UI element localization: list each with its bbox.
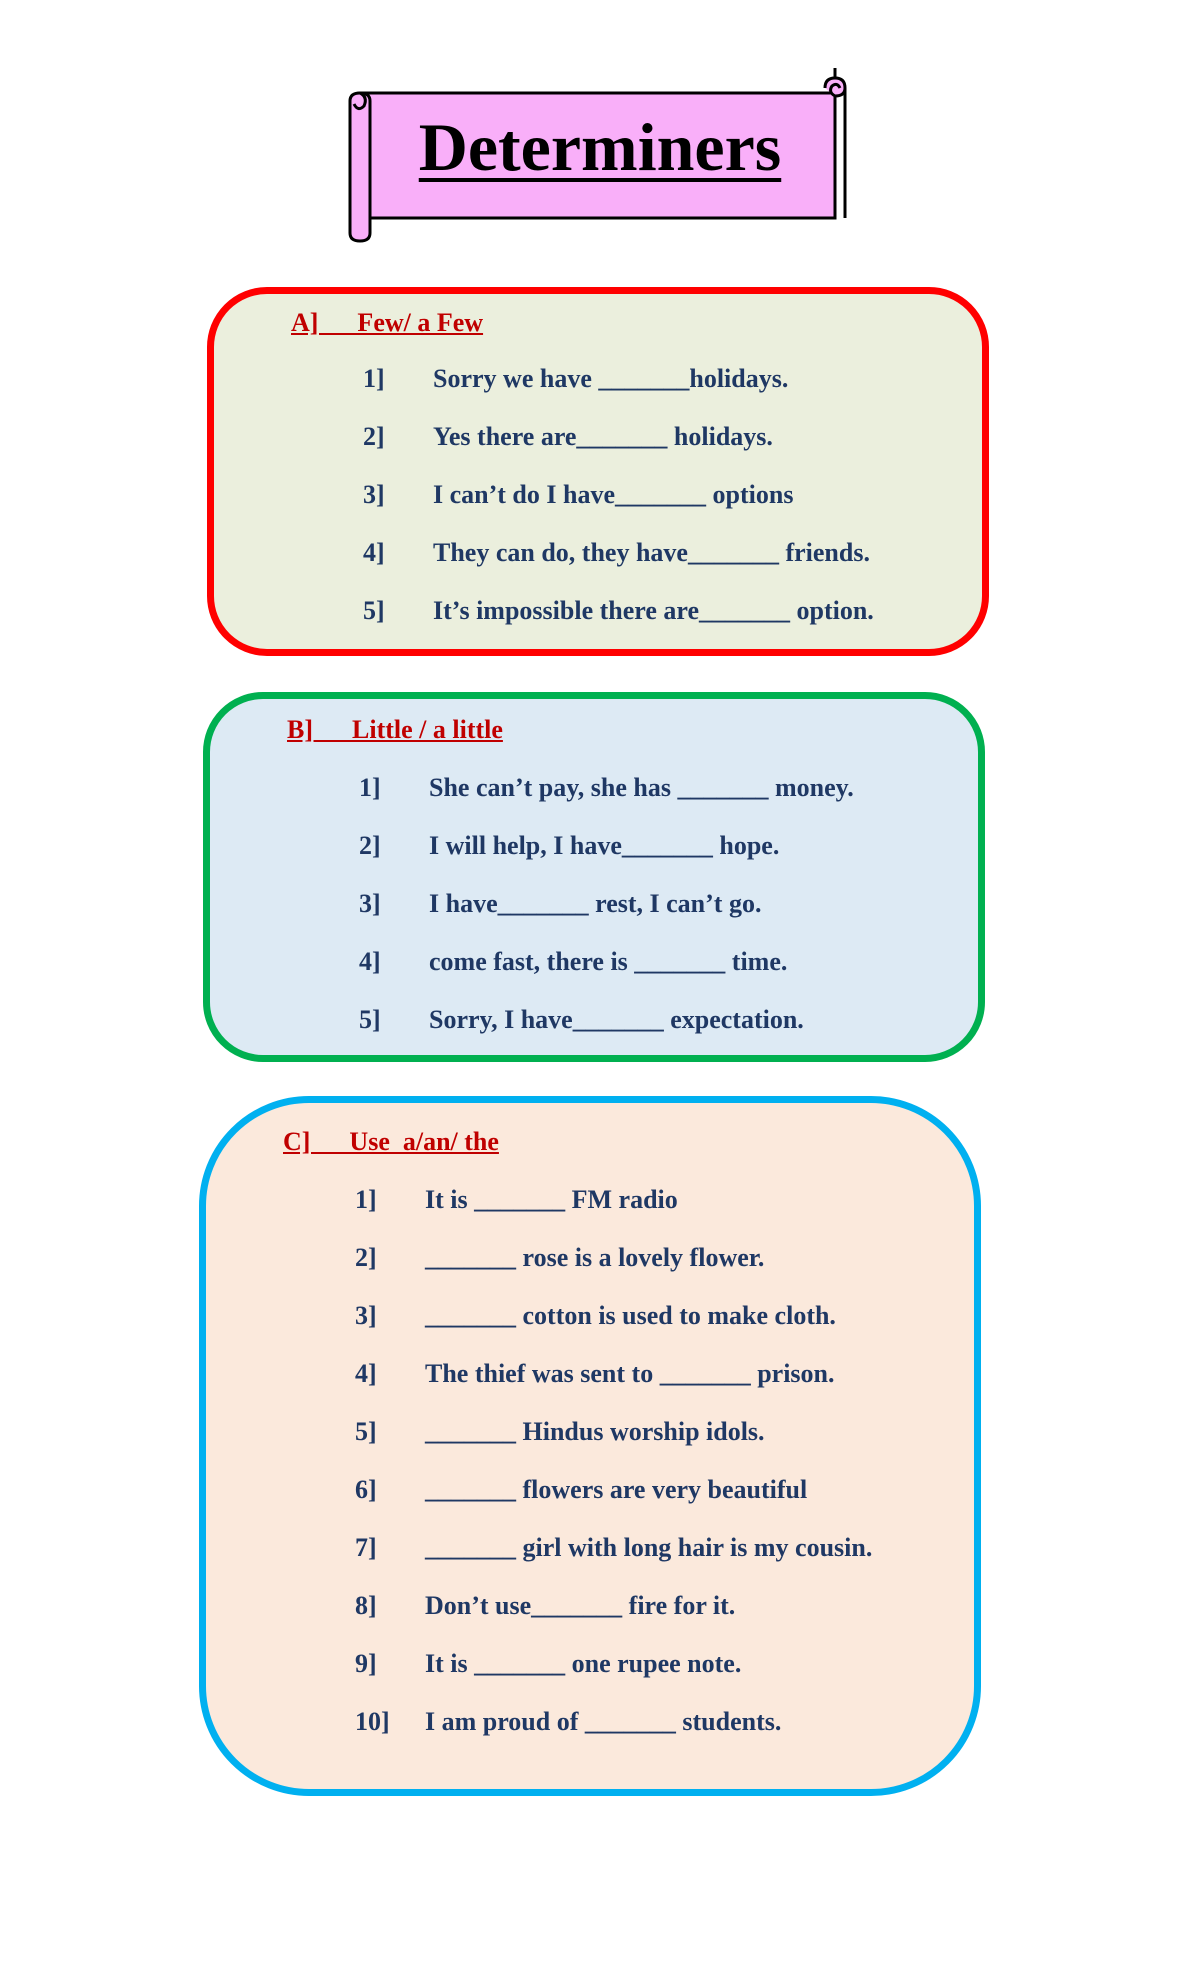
section-b-card bbox=[203, 692, 985, 1062]
section-c-question bbox=[206, 1185, 974, 1225]
question-number: 10] bbox=[355, 1707, 390, 1736]
question-number: 4] bbox=[363, 538, 385, 567]
question-text: _______ rose is a lovely flower. bbox=[425, 1243, 765, 1272]
scroll-left-curl bbox=[350, 93, 370, 241]
question-number: 4] bbox=[359, 947, 381, 976]
section-a-question bbox=[214, 596, 982, 636]
question-text: It’s impossible there are_______ option. bbox=[433, 596, 874, 625]
question-number: 4] bbox=[355, 1359, 377, 1388]
question-text: They can do, they have_______ friends. bbox=[433, 538, 870, 567]
section-b-title: B] Little / a little bbox=[287, 715, 503, 744]
section-c-question bbox=[206, 1475, 974, 1515]
question-text: Yes there are_______ holidays. bbox=[433, 422, 773, 451]
section-c-question bbox=[206, 1243, 974, 1283]
question-number: 2] bbox=[359, 831, 381, 860]
page-title: Determiners bbox=[418, 109, 782, 185]
section-b-question bbox=[210, 947, 978, 987]
question-number: 3] bbox=[359, 889, 381, 918]
question-number: 8] bbox=[355, 1591, 377, 1620]
question-text: I can’t do I have_______ options bbox=[433, 480, 794, 509]
question-number: 7] bbox=[355, 1533, 377, 1562]
question-number: 3] bbox=[363, 480, 385, 509]
section-c-question bbox=[206, 1533, 974, 1573]
question-text: _______ girl with long hair is my cousin. bbox=[425, 1533, 873, 1562]
section-c-question bbox=[206, 1591, 974, 1631]
question-text: _______ Hindus worship idols. bbox=[425, 1417, 765, 1446]
question-number: 3] bbox=[355, 1301, 377, 1330]
question-number: 1] bbox=[363, 364, 385, 393]
question-number: 5] bbox=[359, 1005, 381, 1034]
question-number: 1] bbox=[355, 1185, 377, 1214]
question-number: 5] bbox=[363, 596, 385, 625]
section-c-question bbox=[206, 1707, 974, 1747]
question-text: She can’t pay, she has _______ money. bbox=[429, 773, 854, 802]
section-c-question bbox=[206, 1301, 974, 1341]
section-a-question bbox=[214, 422, 982, 462]
question-text: I will help, I have_______ hope. bbox=[429, 831, 780, 860]
question-text: _______ flowers are very beautiful bbox=[425, 1475, 808, 1504]
question-text: I have_______ rest, I can’t go. bbox=[429, 889, 762, 918]
question-number: 2] bbox=[355, 1243, 377, 1272]
section-c-card bbox=[199, 1096, 981, 1796]
section-c-title: C] Use a/an/ the bbox=[283, 1127, 499, 1156]
section-b-question bbox=[210, 1005, 978, 1045]
section-c-question bbox=[206, 1359, 974, 1399]
question-text: The thief was sent to _______ prison. bbox=[425, 1359, 835, 1388]
section-b-question bbox=[210, 773, 978, 813]
section-c-question bbox=[206, 1649, 974, 1689]
question-number: 2] bbox=[363, 422, 385, 451]
question-text: It is _______ FM radio bbox=[425, 1185, 678, 1214]
question-number: 6] bbox=[355, 1475, 377, 1504]
question-text: Don’t use_______ fire for it. bbox=[425, 1591, 736, 1620]
question-number: 1] bbox=[359, 773, 381, 802]
question-text: I am proud of _______ students. bbox=[425, 1707, 782, 1736]
title-banner bbox=[340, 68, 850, 248]
question-text: Sorry, I have_______ expectation. bbox=[429, 1005, 804, 1034]
question-text: _______ cotton is used to make cloth. bbox=[425, 1301, 836, 1330]
section-b-question bbox=[210, 831, 978, 871]
section-b-question bbox=[210, 889, 978, 929]
section-a-question bbox=[214, 538, 982, 578]
section-a-question bbox=[214, 364, 982, 404]
question-text: It is _______ one rupee note. bbox=[425, 1649, 742, 1678]
section-a-card bbox=[207, 287, 989, 656]
section-a-title: A] Few/ a Few bbox=[291, 308, 484, 337]
question-number: 5] bbox=[355, 1417, 377, 1446]
question-text: come fast, there is _______ time. bbox=[429, 947, 788, 976]
question-number: 9] bbox=[355, 1649, 377, 1678]
question-text: Sorry we have _______holidays. bbox=[433, 364, 789, 393]
section-a-question bbox=[214, 480, 982, 520]
section-c-question bbox=[206, 1417, 974, 1457]
